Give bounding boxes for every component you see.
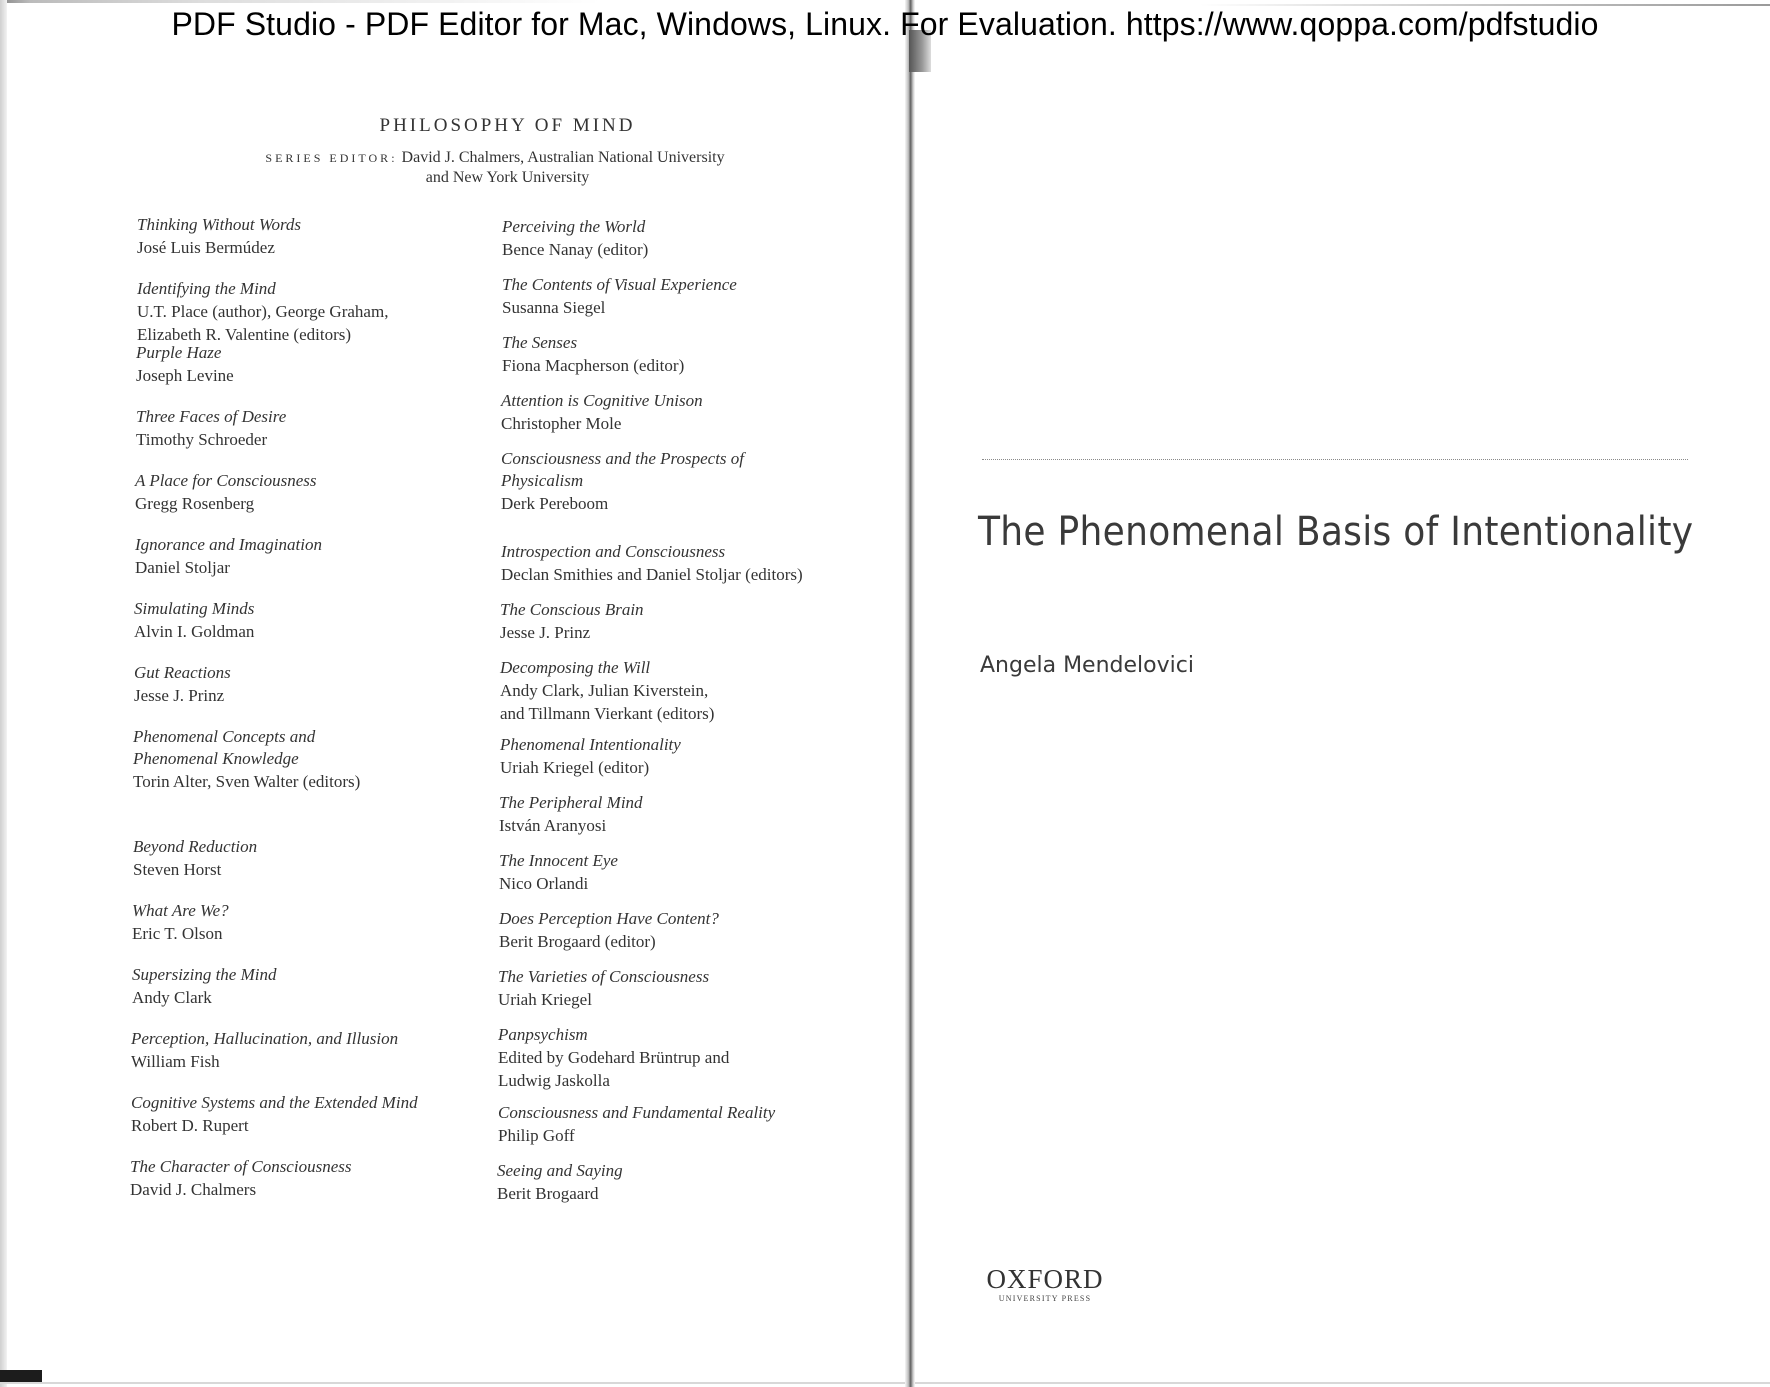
book-entry: [501, 390, 703, 435]
series-editor: [135, 148, 855, 188]
book-entry-title: The Contents of Visual Experience: [502, 275, 737, 294]
book-entry-title: Three Faces of Desire: [136, 407, 287, 426]
book-entry: [130, 1156, 351, 1201]
publisher-subtitle: UNIVERSITY PRESS: [998, 1294, 1092, 1303]
book-entry-author: Derk Pereboom: [501, 494, 609, 513]
book-entry-author: Daniel Stoljar: [135, 558, 230, 577]
series-editor-line1: David J. Chalmers, Australian National University: [401, 149, 725, 166]
book-entry-title: The Varieties of Consciousness: [498, 967, 710, 986]
book-entry: [502, 332, 684, 377]
book-entry-author: Uriah Kriegel (editor): [500, 758, 650, 777]
book-entry-author: William Fish: [131, 1052, 220, 1071]
book-entry-author: Christopher Mole: [501, 414, 622, 433]
book-entry-author: Jesse J. Prinz: [134, 686, 225, 705]
series-title: PHILOSOPHY OF MIND: [379, 115, 636, 136]
book-entry: [497, 1160, 623, 1205]
book-entry-title: Consciousness and the Prospects of Physicalism: [501, 449, 745, 490]
book-entry: [132, 900, 229, 945]
book-entry-title: Does Perception Have Content?: [499, 909, 719, 928]
book-entry-title: The Senses: [502, 333, 578, 352]
scan-corner-mark: [0, 1370, 42, 1382]
publisher-logo: [980, 1265, 1110, 1305]
book-entry: [131, 1028, 398, 1073]
book-entry-title: Cognitive Systems and the Extended Mind: [131, 1093, 418, 1112]
book-entry-author: Berit Brogaard: [497, 1184, 599, 1203]
book-entry-title: Seeing and Saying: [497, 1161, 623, 1180]
book-entry-title: The Innocent Eye: [499, 851, 618, 870]
book-entry-author: Jesse J. Prinz: [500, 623, 591, 642]
book-entry: [134, 598, 254, 643]
scan-left-edge: [0, 0, 7, 1387]
book-entry: [137, 214, 301, 259]
book-entry: [137, 278, 388, 346]
book-entry-author: Edited by Godehard Brüntrup and Ludwig Jaskolla: [498, 1048, 730, 1090]
publisher-name: OXFORD: [986, 1264, 1104, 1294]
book-entry: [498, 1024, 729, 1092]
book-gutter: [905, 0, 915, 1387]
book-entry-title: Perception, Hallucination, and Illusion: [131, 1029, 399, 1048]
book-entry-title: The Conscious Brain: [500, 600, 644, 619]
book-entry-author: Robert D. Rupert: [131, 1116, 249, 1135]
book-entry: [500, 657, 714, 725]
series-editor-label: SERIES EDITOR:: [265, 151, 398, 165]
book-entry: [502, 216, 648, 261]
book-entry: [498, 1102, 775, 1147]
book-entry-author: Susanna Siegel: [502, 298, 606, 317]
book-entry-author: Joseph Levine: [136, 366, 234, 385]
title-rule: [982, 459, 1688, 460]
book-entry-title: Gut Reactions: [134, 663, 231, 682]
book-entry-title: Ignorance and Imagination: [135, 535, 322, 554]
book-entry-title: A Place for Consciousness: [135, 471, 317, 490]
book-entry: [499, 908, 719, 953]
book-entry-title: Supersizing the Mind: [132, 965, 277, 984]
book-entry-author: Timothy Schroeder: [136, 430, 268, 449]
book-entry: [501, 541, 803, 586]
book-entry-title: The Character of Consciousness: [130, 1157, 352, 1176]
book-entry-title: Identifying the Mind: [137, 279, 276, 298]
evaluation-watermark: PDF Studio - PDF Editor for Mac, Windows, Linux. For Evaluation. https://www.qoppa.com/pdfstudio: [171, 6, 1599, 42]
book-entry-title: Beyond Reduction: [133, 837, 258, 856]
book-entry-author: José Luis Bermúdez: [137, 238, 275, 257]
book-entry-title: The Peripheral Mind: [499, 793, 643, 812]
book-entry-title: Purple Haze: [136, 343, 222, 362]
book-entry: [131, 1092, 418, 1137]
book-entry: [499, 792, 643, 837]
scan-top-edge: [0, 0, 1770, 3]
book-entry: [499, 850, 618, 895]
book-entry: [498, 966, 709, 1011]
book-entry-author: Andy Clark, Julian Kiverstein, and Tillmann Vierkant (editors): [500, 681, 715, 723]
book-entry-title: Consciousness and Fundamental Reality: [498, 1103, 776, 1122]
book-entry: [500, 734, 681, 779]
book-entry-title: Phenomenal Intentionality: [500, 735, 681, 754]
scan-bottom-edge: [0, 1382, 1770, 1384]
series-editor-line2: and New York University: [425, 169, 590, 186]
book-entry: [500, 599, 644, 644]
book-entry-author: Declan Smithies and Daniel Stoljar (editors): [501, 565, 803, 584]
book-entry: [136, 342, 234, 387]
book-entry-author: Alvin I. Goldman: [134, 622, 255, 641]
book-entry-author: István Aranyosi: [499, 816, 607, 835]
book-entry-title: Introspection and Consciousness: [501, 542, 726, 561]
book-entry-title: Perceiving the World: [502, 217, 646, 236]
book-entry-author: Fiona Macpherson (editor): [502, 356, 685, 375]
book-entry-title: Simulating Minds: [134, 599, 255, 618]
book-entry: [132, 964, 277, 1009]
book-entry-author: Nico Orlandi: [499, 874, 589, 893]
book-entry-author: Berit Brogaard (editor): [499, 932, 656, 951]
book-entry-author: David J. Chalmers: [130, 1180, 257, 1199]
book-entry-title: What Are We?: [132, 901, 229, 920]
book-entry: [135, 470, 316, 515]
book-entry: [135, 534, 322, 579]
series-header: [135, 115, 855, 188]
book-entry-author: Andy Clark: [132, 988, 212, 1007]
book-entry: [134, 662, 231, 707]
book-entry: [502, 274, 737, 319]
book-entry-title: Attention is Cognitive Unison: [501, 391, 703, 410]
book-entry-author: Bence Nanay (editor): [502, 240, 649, 259]
book-entry: [136, 406, 286, 451]
book-entry-author: Gregg Rosenberg: [135, 494, 255, 513]
book-entry: [133, 726, 360, 793]
book-entry: [501, 448, 744, 515]
book-entry-author: Uriah Kriegel: [498, 990, 592, 1009]
book-entry-author: U.T. Place (author), George Graham, Elizabeth R. Valentine (editors): [137, 302, 389, 344]
book-title: The Phenomenal Basis of Intentionality: [978, 509, 1694, 555]
book-entry-author: Torin Alter, Sven Walter (editors): [133, 772, 361, 791]
book-entry-author: Steven Horst: [133, 860, 222, 879]
book-entry-author: Philip Goff: [498, 1126, 575, 1145]
book-entry-title: Decomposing the Will: [500, 658, 651, 677]
book-entry-title: Thinking Without Words: [137, 215, 302, 234]
book-entry-author: Eric T. Olson: [132, 924, 223, 943]
book-entry-title: Panpsychism: [498, 1025, 588, 1044]
book-author: Angela Mendelovici: [980, 653, 1194, 678]
book-entry: [133, 836, 257, 881]
book-entry-title: Phenomenal Concepts and Phenomenal Knowledge: [133, 727, 316, 768]
